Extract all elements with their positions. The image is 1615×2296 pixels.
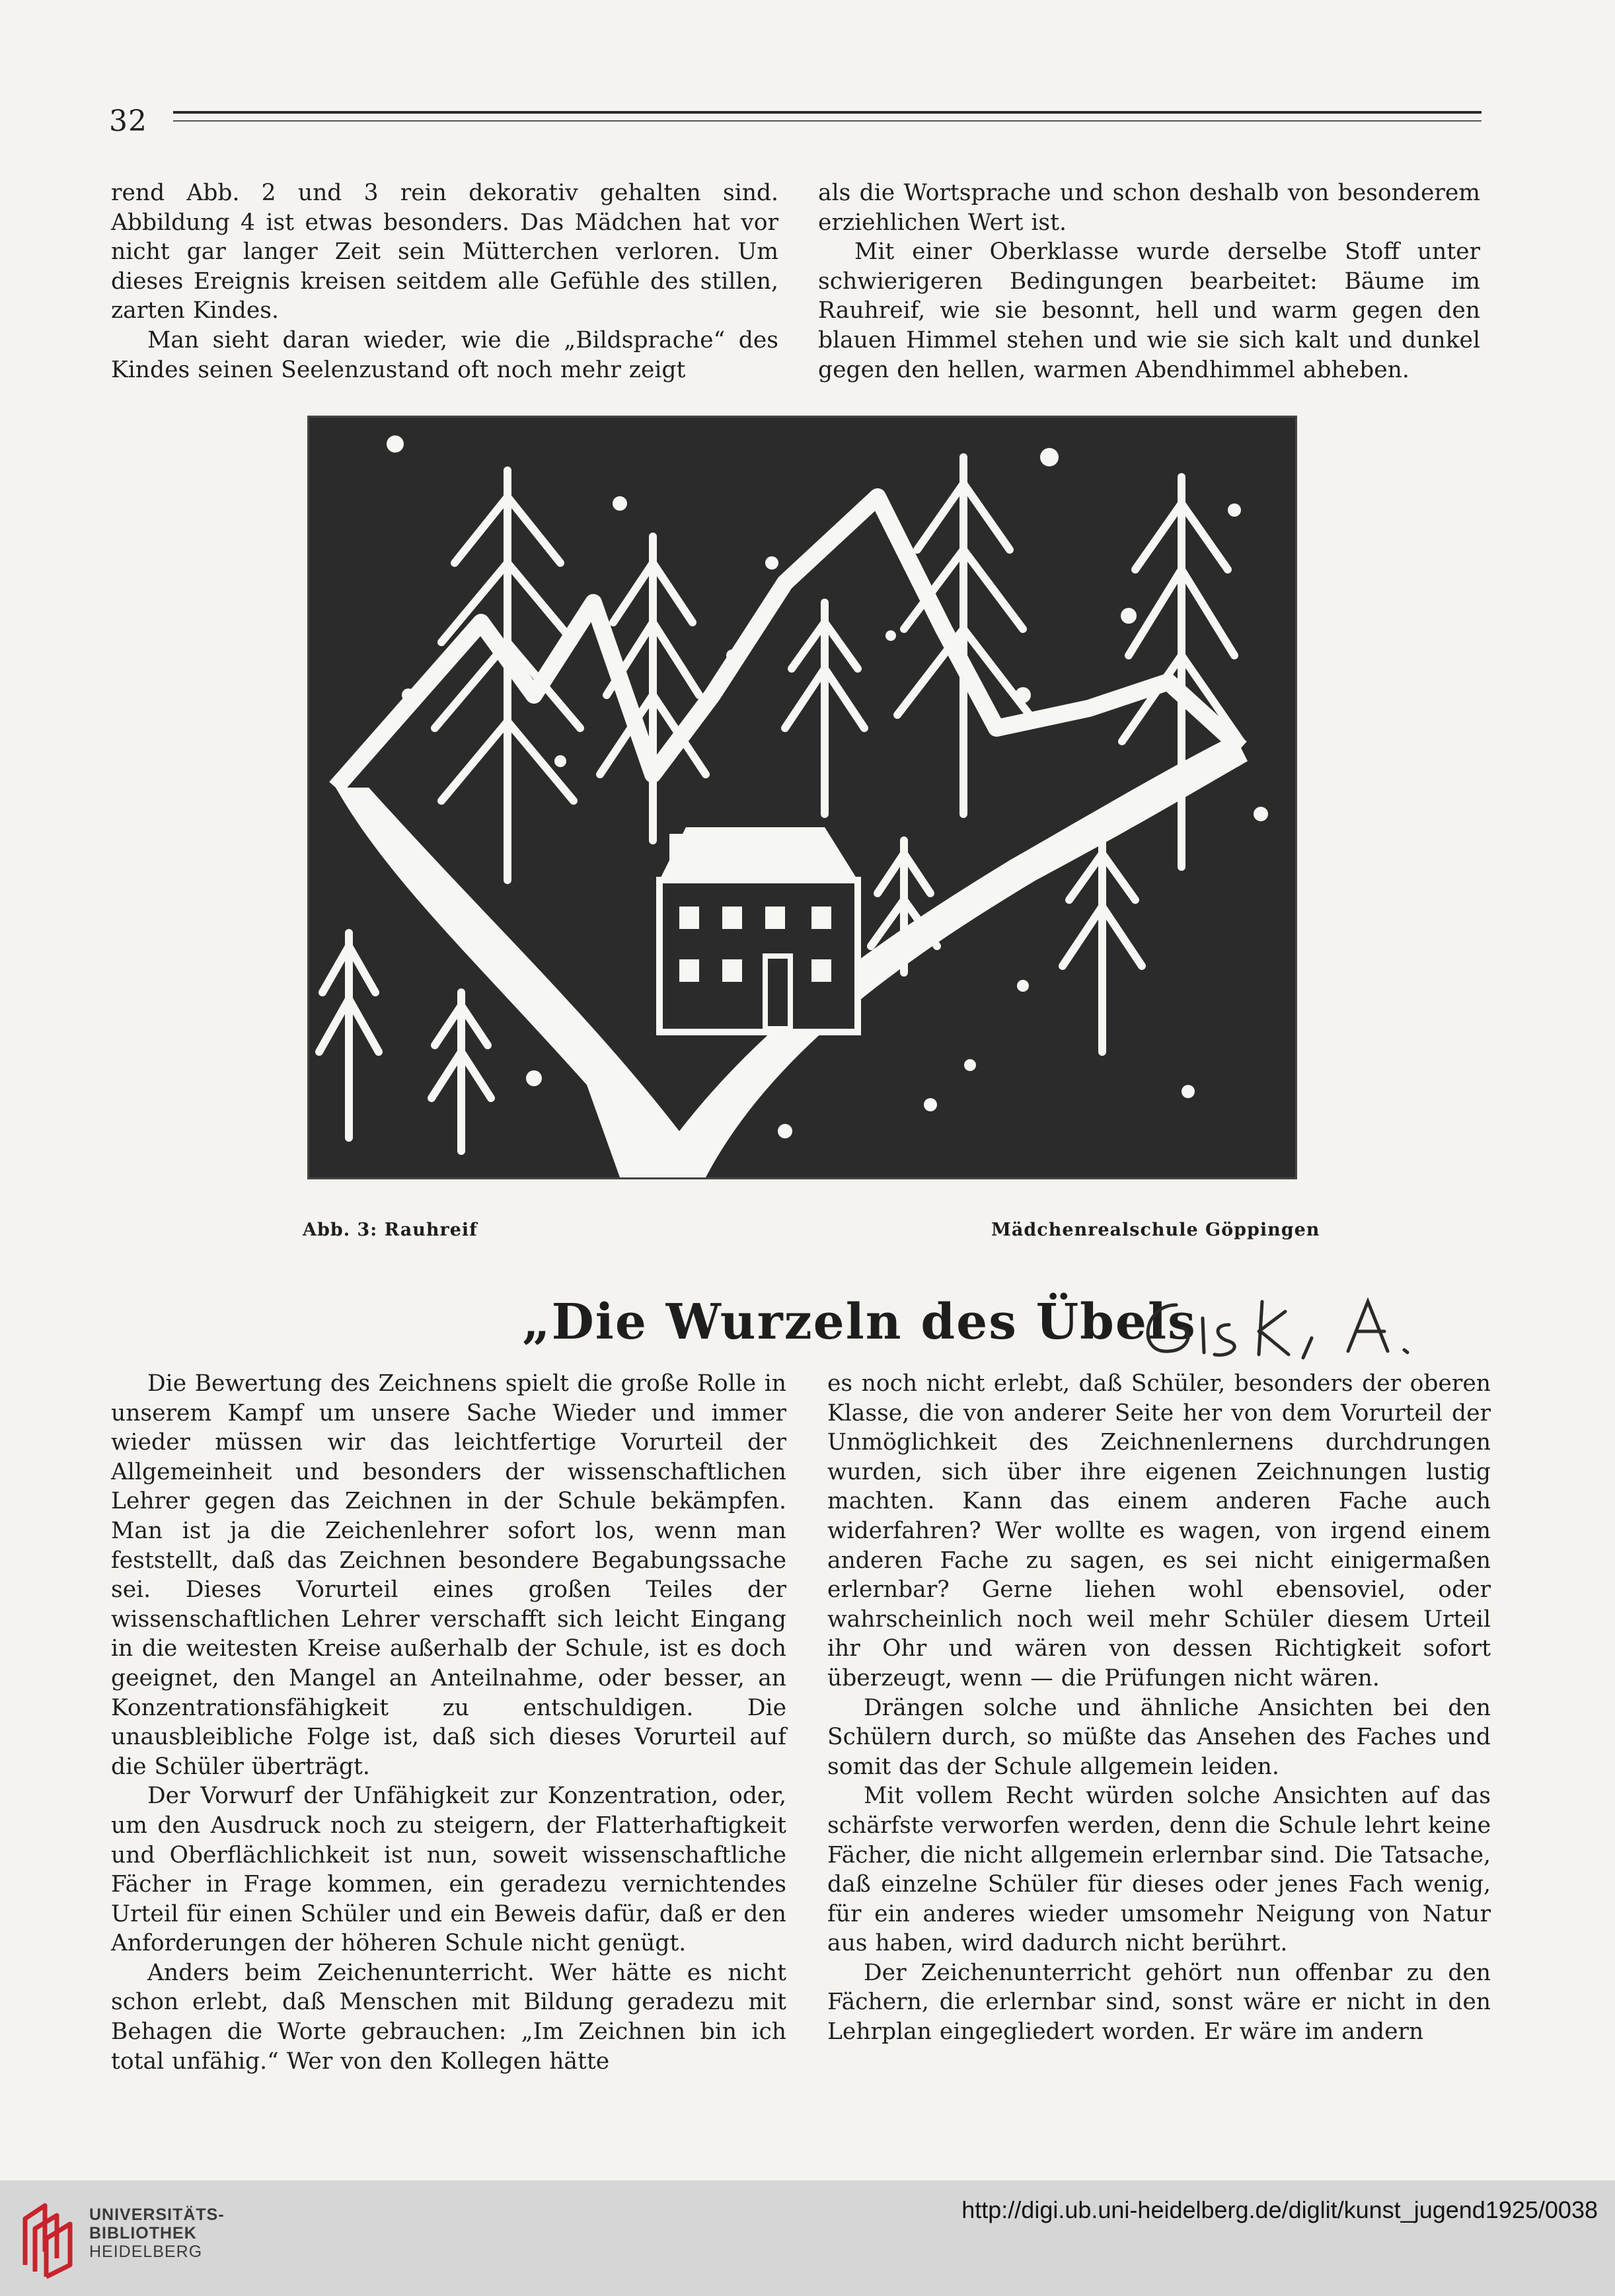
paragraph: Mit vollem Recht würden solche Ansichten auf das schärfste verworfen werden, denn die Schule lehrt keine Fächer, die nicht allgemein erlernbar sind. Die Tatsache, daß einzelne Schüler für dieses oder jenes Fach wenig, für ein anderes wieder umsomehr Neigung von Natur aus haben, wird dadurch nicht berührt. <box>827 1783 1491 1957</box>
column-top-right <box>818 178 1480 385</box>
paragraph: Anders beim Zeichenunterricht. Wer hätte es nicht schon erlebt, daß Menschen mit Bildung geradezu mit Behagen die Worte gebrauchen: „Im Zeichnen bin ich total unfähig.“ Wer von den Kollegen hätte <box>111 1959 786 2075</box>
woodcut-illustration <box>309 418 1295 1177</box>
column-top-left <box>111 178 778 385</box>
paragraph: als die Wortsprache und schon deshalb von besonderem erziehlichen Wert ist. <box>818 180 1480 236</box>
figure-caption-left: Abb. 3: Rauhreif <box>303 1220 478 1240</box>
paragraph: Mit einer Oberklasse wurde derselbe Stoff unter schwierigeren Bedingungen bearbeitet: Bäume im Rauhreif, wie sie besonnt, hell und warm gegen den blauen Himmel stehen und wie sie sich kalt und dunkel gegen den hellen, warmen Abendhimmel abheben. <box>818 239 1480 383</box>
figure-caption-right: Mädchenrealschule Göppingen <box>991 1220 1320 1240</box>
paragraph: rend Abb. 2 und 3 rein dekorativ gehalten sind. Abbildung 4 ist etwas besonders. Das Mädchen hat vor nicht gar langer Zeit sein Mütterchen verloren. Um dieses Ereignis kreisen seitdem alle Gefühle des stillen, zarten Kindes. <box>111 180 778 324</box>
paragraph: Der Zeichenunterricht gehört nun offenbar zu den Fächern, die erlernbar sind, sonst wäre er nicht in den Lehrplan eingegliedert worden. Er wäre im andern <box>827 1959 1491 2046</box>
article-headline: „Die Wurzeln des Übels <box>522 1294 1197 1351</box>
paragraph: Drängen solche und ähnliche Ansichten bei den Schülern durch, so müßte das Ansehen des Faches und somit das der Schule allgemein leiden. <box>827 1694 1491 1780</box>
page-number: 32 <box>109 104 147 138</box>
column-bottom-right <box>827 1369 1491 2047</box>
paragraph: Man sieht daran wieder, wie die „Bildsprache“ des Kindes seinen Seelenzustand oft noch mehr zeigt <box>111 326 778 383</box>
column-bottom-left <box>111 1369 786 2076</box>
woodcut-image <box>309 418 1295 1177</box>
paragraph: Der Vorwurf der Unfähigkeit zur Konzentration, oder, um den Ausdruck noch zu steigern, der Flatterhaftigkeit und Oberflächlichkeit ist nun, soweit wissenschaftliche Fächer in Frage kommen, ein geradezu vernichtendes Urteil für einen Schüler und ein Beweis dafür, daß er den Anforderungen der höheren Schule nicht genügt. <box>111 1783 786 1957</box>
paragraph: es noch nicht erlebt, daß Schüler, besonders der oberen Klasse, die von anderer Seite her von dem Vorurteil der Unmöglichkeit des Zeichnenlernens durchdrungen wurden, sich über ihre eigenen Zeichnungen lustig machten. Kann das einem anderen Fache auch widerfahren? Wer wollte es wagen, von irgend einem anderen Fache zu sagen, es sei nicht einigermaßen erlernbar? Gerne liehen wohl ebensoviel, oder wahrscheinlich noch weil mehr Schüler diesem Urteil ihr Ohr und wären von dessen Richtigkeit sofort überzeugt, wenn — die Prüfungen nicht wären. <box>827 1370 1491 1691</box>
header-rule <box>173 111 1482 122</box>
library-name: UNIVERSITÄTS- BIBLIOTHEK HEIDELBERG <box>89 2205 225 2261</box>
paragraph: Die Bewertung des Zeichnens spielt die große Rolle in unserem Kampf um unsere Sache Wieder und immer wieder müssen wir das leichtfertige Vorurteil der Allgemeinheit und besonders der wissenschaftlichen Lehrer gegen das Zeichnen in der Schule bekämpfen. Man ist ja die Zeichenlehrer sofort los, wenn man feststellt, daß das Zeichnen besondere Begabungssache sei. Dieses Vorurteil eines großen Teiles der wissenschaftlichen Lehrer verschafft sich leicht Eingang in die weitesten Kreise außerhalb der Schule, ist es doch geeignet, den Mangel an Anteilnahme, oder besser, an Konzentrationsfähigkeit zu entschuldigen. Die unausbleibliche Folge ist, daß sich dieses Vorurteil auf die Schüler überträgt. <box>111 1370 786 1780</box>
source-url-link[interactable]: http://digi.ub.uni-heidelberg.de/diglit/kunst_jugend1925/0038 <box>961 2196 1598 2223</box>
handwritten-signature <box>1130 1292 1421 1364</box>
ub-heidelberg-logo-icon <box>19 2192 81 2285</box>
